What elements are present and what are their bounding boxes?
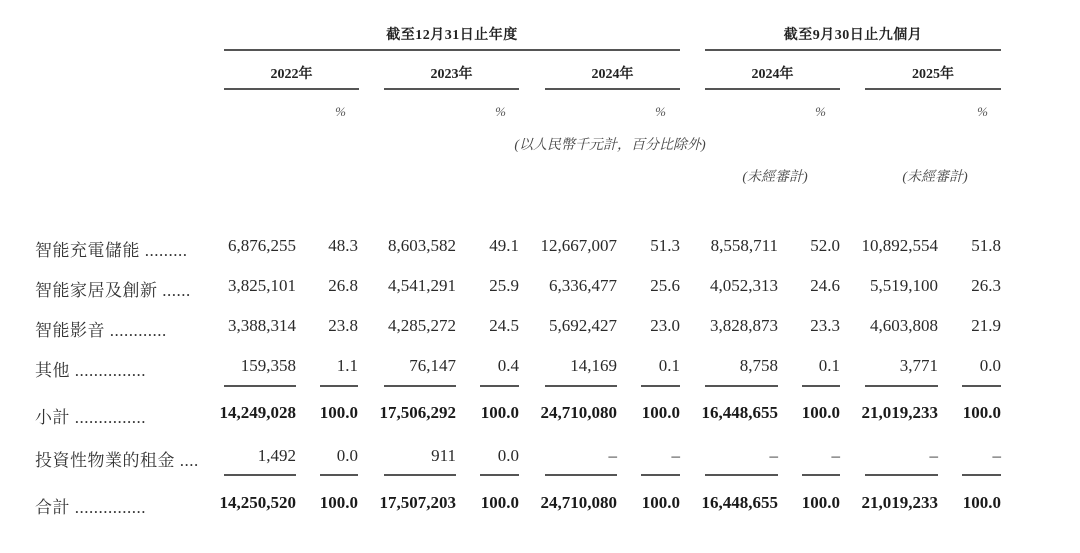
cell-pct: 100.0 bbox=[962, 403, 1001, 422]
cell-pct: 51.3 bbox=[650, 236, 680, 255]
cell-amount: 17,506,292 bbox=[379, 403, 456, 422]
row-label-investment-rent: 投資性物業的租金 .... bbox=[35, 451, 199, 470]
cell-pct: 0.0 bbox=[336, 446, 358, 465]
cell-pct: 100.0 bbox=[480, 493, 519, 512]
group-header-annual: 截至12月31日止年度 bbox=[386, 28, 518, 43]
cell-amount: 14,249,028 bbox=[219, 403, 296, 422]
subtotal-rule bbox=[545, 385, 617, 387]
row-label-smart-av: 智能影音 ............ bbox=[35, 321, 167, 340]
cell-pct: 100.0 bbox=[319, 403, 358, 422]
year-header-2024: 2024年 bbox=[591, 67, 634, 82]
cell-amount: 24,710,080 bbox=[540, 493, 617, 512]
cell-amount: 14,250,520 bbox=[219, 493, 296, 512]
group-rule-annual bbox=[224, 49, 680, 51]
cell-amount: 5,692,427 bbox=[549, 316, 617, 335]
subtotal-rule bbox=[480, 385, 519, 387]
total-rule bbox=[545, 474, 617, 476]
subtotal-rule bbox=[802, 385, 840, 387]
cell-amount: 21,019,233 bbox=[861, 403, 938, 422]
pct-header: % bbox=[977, 104, 988, 119]
cell-pct: 23.8 bbox=[328, 316, 358, 335]
cell-pct: – bbox=[671, 446, 680, 465]
unaudited-note: (未經審計) bbox=[742, 170, 808, 185]
cell-pct: 100.0 bbox=[801, 493, 840, 512]
cell-amount: 1,492 bbox=[257, 446, 296, 465]
cell-amount: 21,019,233 bbox=[861, 493, 938, 512]
total-rule bbox=[705, 474, 778, 476]
total-rule bbox=[865, 474, 938, 476]
cell-pct: 48.3 bbox=[328, 236, 358, 255]
cell-amount: – bbox=[608, 446, 617, 465]
cell-amount: 17,507,203 bbox=[379, 493, 456, 512]
cell-amount: 76,147 bbox=[409, 356, 456, 375]
cell-pct: 1.1 bbox=[336, 356, 358, 375]
year-rule bbox=[865, 88, 1001, 90]
cell-amount: 4,603,808 bbox=[870, 316, 938, 335]
cell-amount: – bbox=[929, 446, 938, 465]
cell-pct: 26.8 bbox=[328, 276, 358, 295]
subtotal-rule bbox=[320, 385, 358, 387]
cell-amount: 4,541,291 bbox=[388, 276, 456, 295]
cell-pct: 49.1 bbox=[489, 236, 519, 255]
total-rule bbox=[320, 474, 358, 476]
total-rule bbox=[641, 474, 680, 476]
row-label-total: 合計 ............... bbox=[35, 498, 146, 517]
cell-amount: 14,169 bbox=[570, 356, 617, 375]
cell-pct: 100.0 bbox=[641, 493, 680, 512]
cell-pct: 100.0 bbox=[801, 403, 840, 422]
cell-amount: 16,448,655 bbox=[701, 403, 778, 422]
cell-pct: 0.0 bbox=[497, 446, 519, 465]
cell-pct: 24.6 bbox=[810, 276, 840, 295]
cell-amount: 24,710,080 bbox=[540, 403, 617, 422]
group-rule-nine-months bbox=[705, 49, 1001, 51]
cell-pct: 0.1 bbox=[818, 356, 840, 375]
total-rule bbox=[384, 474, 456, 476]
subtotal-rule bbox=[705, 385, 778, 387]
cell-amount: – bbox=[769, 446, 778, 465]
year-rule bbox=[224, 88, 359, 90]
cell-amount: 159,358 bbox=[240, 356, 296, 375]
cell-pct: 100.0 bbox=[480, 403, 519, 422]
cell-amount: 3,828,873 bbox=[710, 316, 778, 335]
cell-pct: 25.9 bbox=[489, 276, 519, 295]
pct-header: % bbox=[815, 104, 826, 119]
cell-pct: 52.0 bbox=[810, 236, 840, 255]
subtotal-rule bbox=[962, 385, 1001, 387]
cell-amount: 6,336,477 bbox=[549, 276, 617, 295]
subtotal-rule bbox=[224, 385, 296, 387]
cell-amount: 3,825,101 bbox=[228, 276, 296, 295]
cell-amount: 16,448,655 bbox=[701, 493, 778, 512]
total-rule bbox=[480, 474, 519, 476]
cell-pct: 0.1 bbox=[658, 356, 680, 375]
pct-header: % bbox=[655, 104, 666, 119]
cell-pct: 100.0 bbox=[319, 493, 358, 512]
pct-header: % bbox=[335, 104, 346, 119]
cell-amount: 911 bbox=[431, 446, 456, 465]
cell-amount: 4,052,313 bbox=[710, 276, 778, 295]
cell-pct: 51.8 bbox=[971, 236, 1001, 255]
cell-amount: 3,388,314 bbox=[228, 316, 296, 335]
cell-amount: 5,519,100 bbox=[870, 276, 938, 295]
cell-amount: 4,285,272 bbox=[388, 316, 456, 335]
cell-pct: 26.3 bbox=[971, 276, 1001, 295]
year-header-2023: 2023年 bbox=[430, 67, 473, 82]
year-rule bbox=[545, 88, 680, 90]
year-rule bbox=[705, 88, 840, 90]
year-header-2024-9m: 2024年 bbox=[751, 67, 794, 82]
cell-pct: 23.0 bbox=[650, 316, 680, 335]
total-rule bbox=[224, 474, 296, 476]
cell-pct: – bbox=[831, 446, 840, 465]
row-label-others: 其他 ............... bbox=[35, 361, 146, 380]
total-rule bbox=[802, 474, 840, 476]
row-label-smart-home: 智能家居及創新 ...... bbox=[35, 281, 191, 300]
cell-amount: 10,892,554 bbox=[861, 236, 938, 255]
year-header-2025-9m: 2025年 bbox=[912, 67, 954, 82]
cell-pct: 100.0 bbox=[962, 493, 1001, 512]
cell-amount: 3,771 bbox=[899, 356, 938, 375]
unaudited-note: (未經審計) bbox=[902, 170, 968, 185]
pct-header: % bbox=[495, 104, 506, 119]
cell-pct: 0.4 bbox=[497, 356, 519, 375]
subtotal-rule bbox=[384, 385, 456, 387]
cell-amount: 8,558,711 bbox=[710, 236, 778, 255]
total-rule bbox=[962, 474, 1001, 476]
group-header-nine-months: 截至9月30日止九個月 bbox=[783, 28, 923, 43]
cell-amount: 12,667,007 bbox=[540, 236, 617, 255]
cell-pct: 23.3 bbox=[810, 316, 840, 335]
subtotal-rule bbox=[641, 385, 680, 387]
subtotal-rule bbox=[865, 385, 938, 387]
row-label-smart-charging: 智能充電儲能 ......... bbox=[35, 241, 188, 260]
cell-pct: 21.9 bbox=[971, 316, 1001, 335]
cell-pct: 100.0 bbox=[641, 403, 680, 422]
cell-pct: 24.5 bbox=[489, 316, 519, 335]
cell-amount: 8,758 bbox=[739, 356, 778, 375]
cell-pct: 0.0 bbox=[979, 356, 1001, 375]
cell-amount: 6,876,255 bbox=[228, 236, 296, 255]
cell-pct: 25.6 bbox=[650, 276, 680, 295]
row-label-subtotal: 小計 ............... bbox=[35, 408, 146, 427]
cell-pct: – bbox=[992, 446, 1001, 465]
unit-note: (以人民幣千元計，百分比除外) bbox=[514, 138, 706, 153]
year-header-2022: 2022年 bbox=[270, 67, 313, 82]
year-rule bbox=[384, 88, 519, 90]
cell-amount: 8,603,582 bbox=[388, 236, 456, 255]
